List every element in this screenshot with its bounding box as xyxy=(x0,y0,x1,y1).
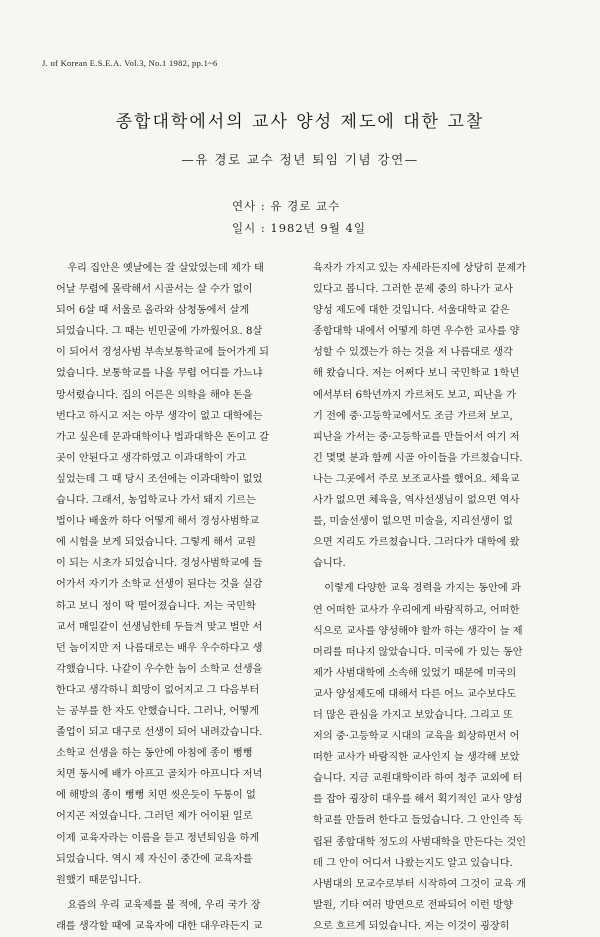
right-column xyxy=(313,258,549,937)
body-paragraph: 요즘의 우리 교육제를 볼 적에, 우리 국가 장 래를 생각할 때에 교육자에 대한 대우라든지 교 xyxy=(56,899,263,932)
speaker-line: 연사 : 유 경로 교수 xyxy=(232,199,341,213)
body-paragraph: 육자가 가지고 있는 자세라든지에 상당히 문제가 있다고 봅니다. 그러한 문제 중의 하나가 교사 양성 제도에 대한 것입니다. 서울대학교 같은 종합대학 내에서 어떻게 하면 우수한 교사를 양 성할 수 있겠는가 하는 것을 저 나름대로 생각 해 왔습니다. 저는 어쩌다 보니 국민학교 1학년 에서부터 6학년까지 가르쳐도 보고, 피난을 가 기 전에 중·고등학교에서도 조금 가르쳐 보고, 피난을 가서는 중·고등학교를 만들어서 여기 저 긴 몇몇 분과 함께 시골 아이들을 가르쳤습니다. 나는 그곳에서 주로 보조교사를 했어요. 체육교 사가 없으면 체육을, 역사선생님이 없으면 역사 를, 미술선생이 없으면 미술을, 지리선생이 없 으면 지리도 가르쳤습니다. 그러다가 대학에 왔 습니다. xyxy=(313,263,527,570)
body-paragraph: 이렇게 다양한 교육 경력을 가지는 동안에 과 연 어떠한 교사가 우리에게 바람직하고, 어떠한 식으로 교사를 양성해야 할까 하는 생각이 늘 제 머리를 떠나지 않았습니다. 미국에 가 있는 동안 제가 사범대학에 소속해 있었기 때문에 미국의 교사 양성제도에 대해서 다른 어느 교수보다도 더 많은 관심을 가지고 보았습니다. 그리고 또 저의 중·고등학교 시대의 교육을 회상하면서 어 떠한 교사가 바람직한 교사인지 늘 생각해 보았 습니다. 지금 교원대학이라 하여 청주 교외에 터 를 잡아 굉장히 대우를 해서 획기적인 교사 양성 학교를 만들려 한다고 들었습니다. 그 안인즉 독 립된 종합대학 정도의 사범대학을 만든다는 것인 데 그 안이 어디서 나왔는지도 알고 있습니다. 사범대의 모교수로부터 시작하여 그것이 교육 개 발원, 기타 여러 방면으로 전파되어 이런 방향 으로 흐르게 되었습니다. 저는 이것이 굉장히 xyxy=(313,583,527,932)
journal-citation: J. of Korean E.S.E.A. Vol.3, No.1 1982, pp.1~6 xyxy=(42,58,218,68)
page-subtitle: —유 경로 교수 정년 퇴임 기념 강연— xyxy=(181,152,419,167)
page-title: 종합대학에서의 교사 양성 제도에 대한 고찰 xyxy=(115,112,485,132)
left-column xyxy=(56,258,290,937)
body-paragraph: 우리 집안은 옛날에는 잘 살았었는데 제가 태 어날 무렵에 몰락해서 시골서는 살 수가 없이 되어 6살 때 서울로 올라와 삼청동에서 살게 되었습니다. 그 때는 빈민굴에 가까웠어요. 8살 이 되어서 경성사범 부속보통학교에 들어가게 되 었습니다. 보통학교를 나올 무렵 어디를 가느냐 망서렸습니다. 집의 어른은 의학을 해야 돈을 번다고 하시고 저는 아무 생각이 없고 대학에는 가고 싶은데 문과대학이나 법과대학은 돈이고 갈 곳이 안된다고 생각하였고 이과대학이 가고 싶었는데 그 때 당시 조선에는 이과대학이 없었 습니다. 그래서, 농업학교나 가서 돼지 기르는 법이나 배울까 하다 어떻게 해서 경성사범학교 에 시험을 보게 되었습니다. 그렇게 해서 교원 이 되는 시초가 되었습니다. 경성사범학교에 들 어가서 자기가 소학교 선생이 된다는 것을 실감 하고 보니 정이 딱 떨어졌습니다. 저는 국민학 교서 매일같이 선생님한테 두들겨 맞고 벌만 서 던 놈이지만 저 나름대로는 배우 우수하다고 생 각했습니다. 나같이 우수한 놈이 소학교 선생을 한다고 생각하니 희망이 없어지고 그 다음부터 는 공부를 한 자도 안했습니다. 그러나, 어떻게 졸업이 되고 대구로 선생이 되어 내려갔습니다. 소학교 선생을 하는 동안에 아침에 종이 뻥뻥 치면 동시에 배가 아프고 골치가 아프니다 저녁 에 해방의 종이 뻥뻥 치면 씻은듯이 두통이 없 어지곤 저였습니다. 그러던 제가 어이된 일로 이제 교육자라는 이름을 듣고 정년퇴임을 하게 되었습니다. 역시 제 자신이 중간에 교육자를 원했기 때문입니다. xyxy=(56,263,270,886)
date-line: 일시 : 1982년 9월 4일 xyxy=(232,221,366,235)
lecture-info xyxy=(232,198,366,242)
